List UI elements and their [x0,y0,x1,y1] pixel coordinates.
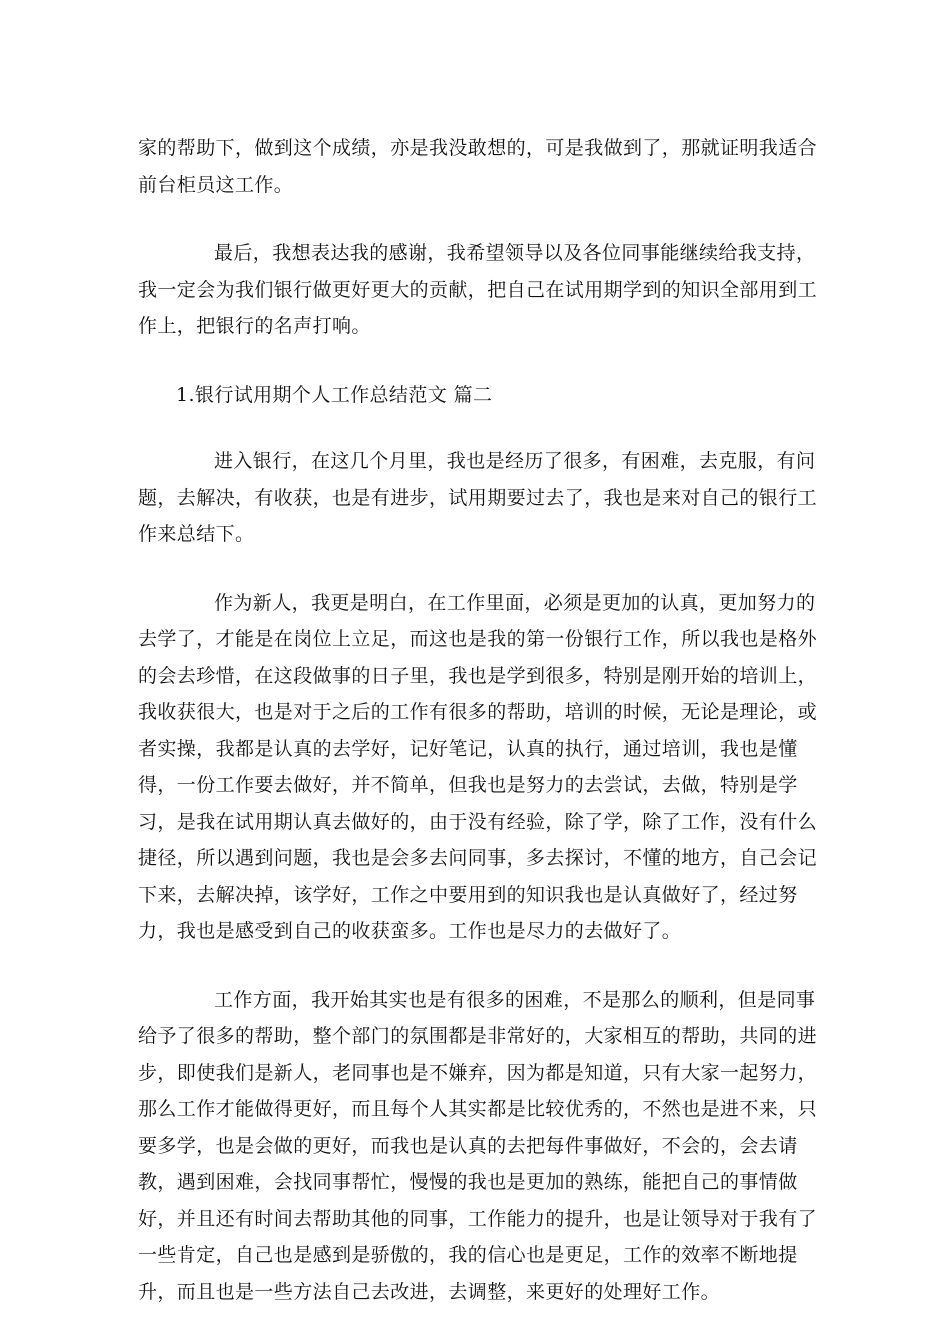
paragraph-work: 工作方面，我开始其实也是有很多的困难，不是那么的顺利，但是同事给予了很多的帮助，整个部门的氛围都是非常好的，大家相互的帮助，共同的进步，即使我们是新人，老同事也是不嫌弃，因为都是知道，只有大家一起努力，那么工作才能做得更好，而且每个人其实都是比较优秀的，不然也是进不来，只要多学，也是会做的更好，而我也是认真的去把每件事做好，不会的，会去请教，遇到困难，会找同事帮忙，慢慢的我也是更加的熟练，能把自己的事情做好，并且还有时间去帮助其他的同事，工作能力的提升，也是让领导对于我有了一些肯定，自己也是感到是骄傲的，我的信心也是更足，工作的效率不断地提升，而且也是一些方法自己去改进，去调整，来更好的处理好工作。 [138,988,818,1303]
paragraph-continued: 家的帮助下，做到这个成绩，亦是我没敢想的，可是我做到了，那就证明我适合前台柜员这工作。 [138,137,818,196]
document-body [138,130,818,1342]
paragraph-learning: 作为新人，我更是明白，在工作里面，必须是更加的认真，更加努力的去学了，才能是在岗位上立足，而这也是我的第一份银行工作，所以我也是格外的会去珍惜，在这段做事的日子里，我也是学到很多，特别是刚开始的培训上，我收获很大，也是对于之后的工作有很多的帮助，培训的时候，无论是理论，或者实操，我都是认真的去学好，记好笔记，认真的执行，通过培训，我也是懂得，一份工作要去做好，并不简单，但我也是努力的去尝试，去做，特别是学习，是我在试用期认真去做好的，由于没有经验，除了学，除了工作，没有什么捷径，所以遇到问题，我也是会多去问同事，多去探讨，不懂的地方，自己会记下来，去解决掉，该学好，工作之中要用到的知识我也是认真做好了，经过努力，我也是感受到自己的收获蛮多。工作也是尽力的去做好了。 [138,591,818,942]
paragraph-thanks: 最后，我想表达我的感谢，我希望领导以及各位同事能继续给我支持，我一定会为我们银行做更好更大的贡献，把自己在试用期学到的知识全部用到工作上，把银行的名声打响。 [138,242,818,337]
paragraph-intro: 进入银行，在这几个月里，我也是经历了很多，有困难，去克服，有问题，去解决，有收获，也是有进步，试用期要过去了，我也是来对自己的银行工作来总结下。 [138,450,818,545]
section-heading: 1.银行试用期个人工作总结范文 篇二 [176,383,493,406]
